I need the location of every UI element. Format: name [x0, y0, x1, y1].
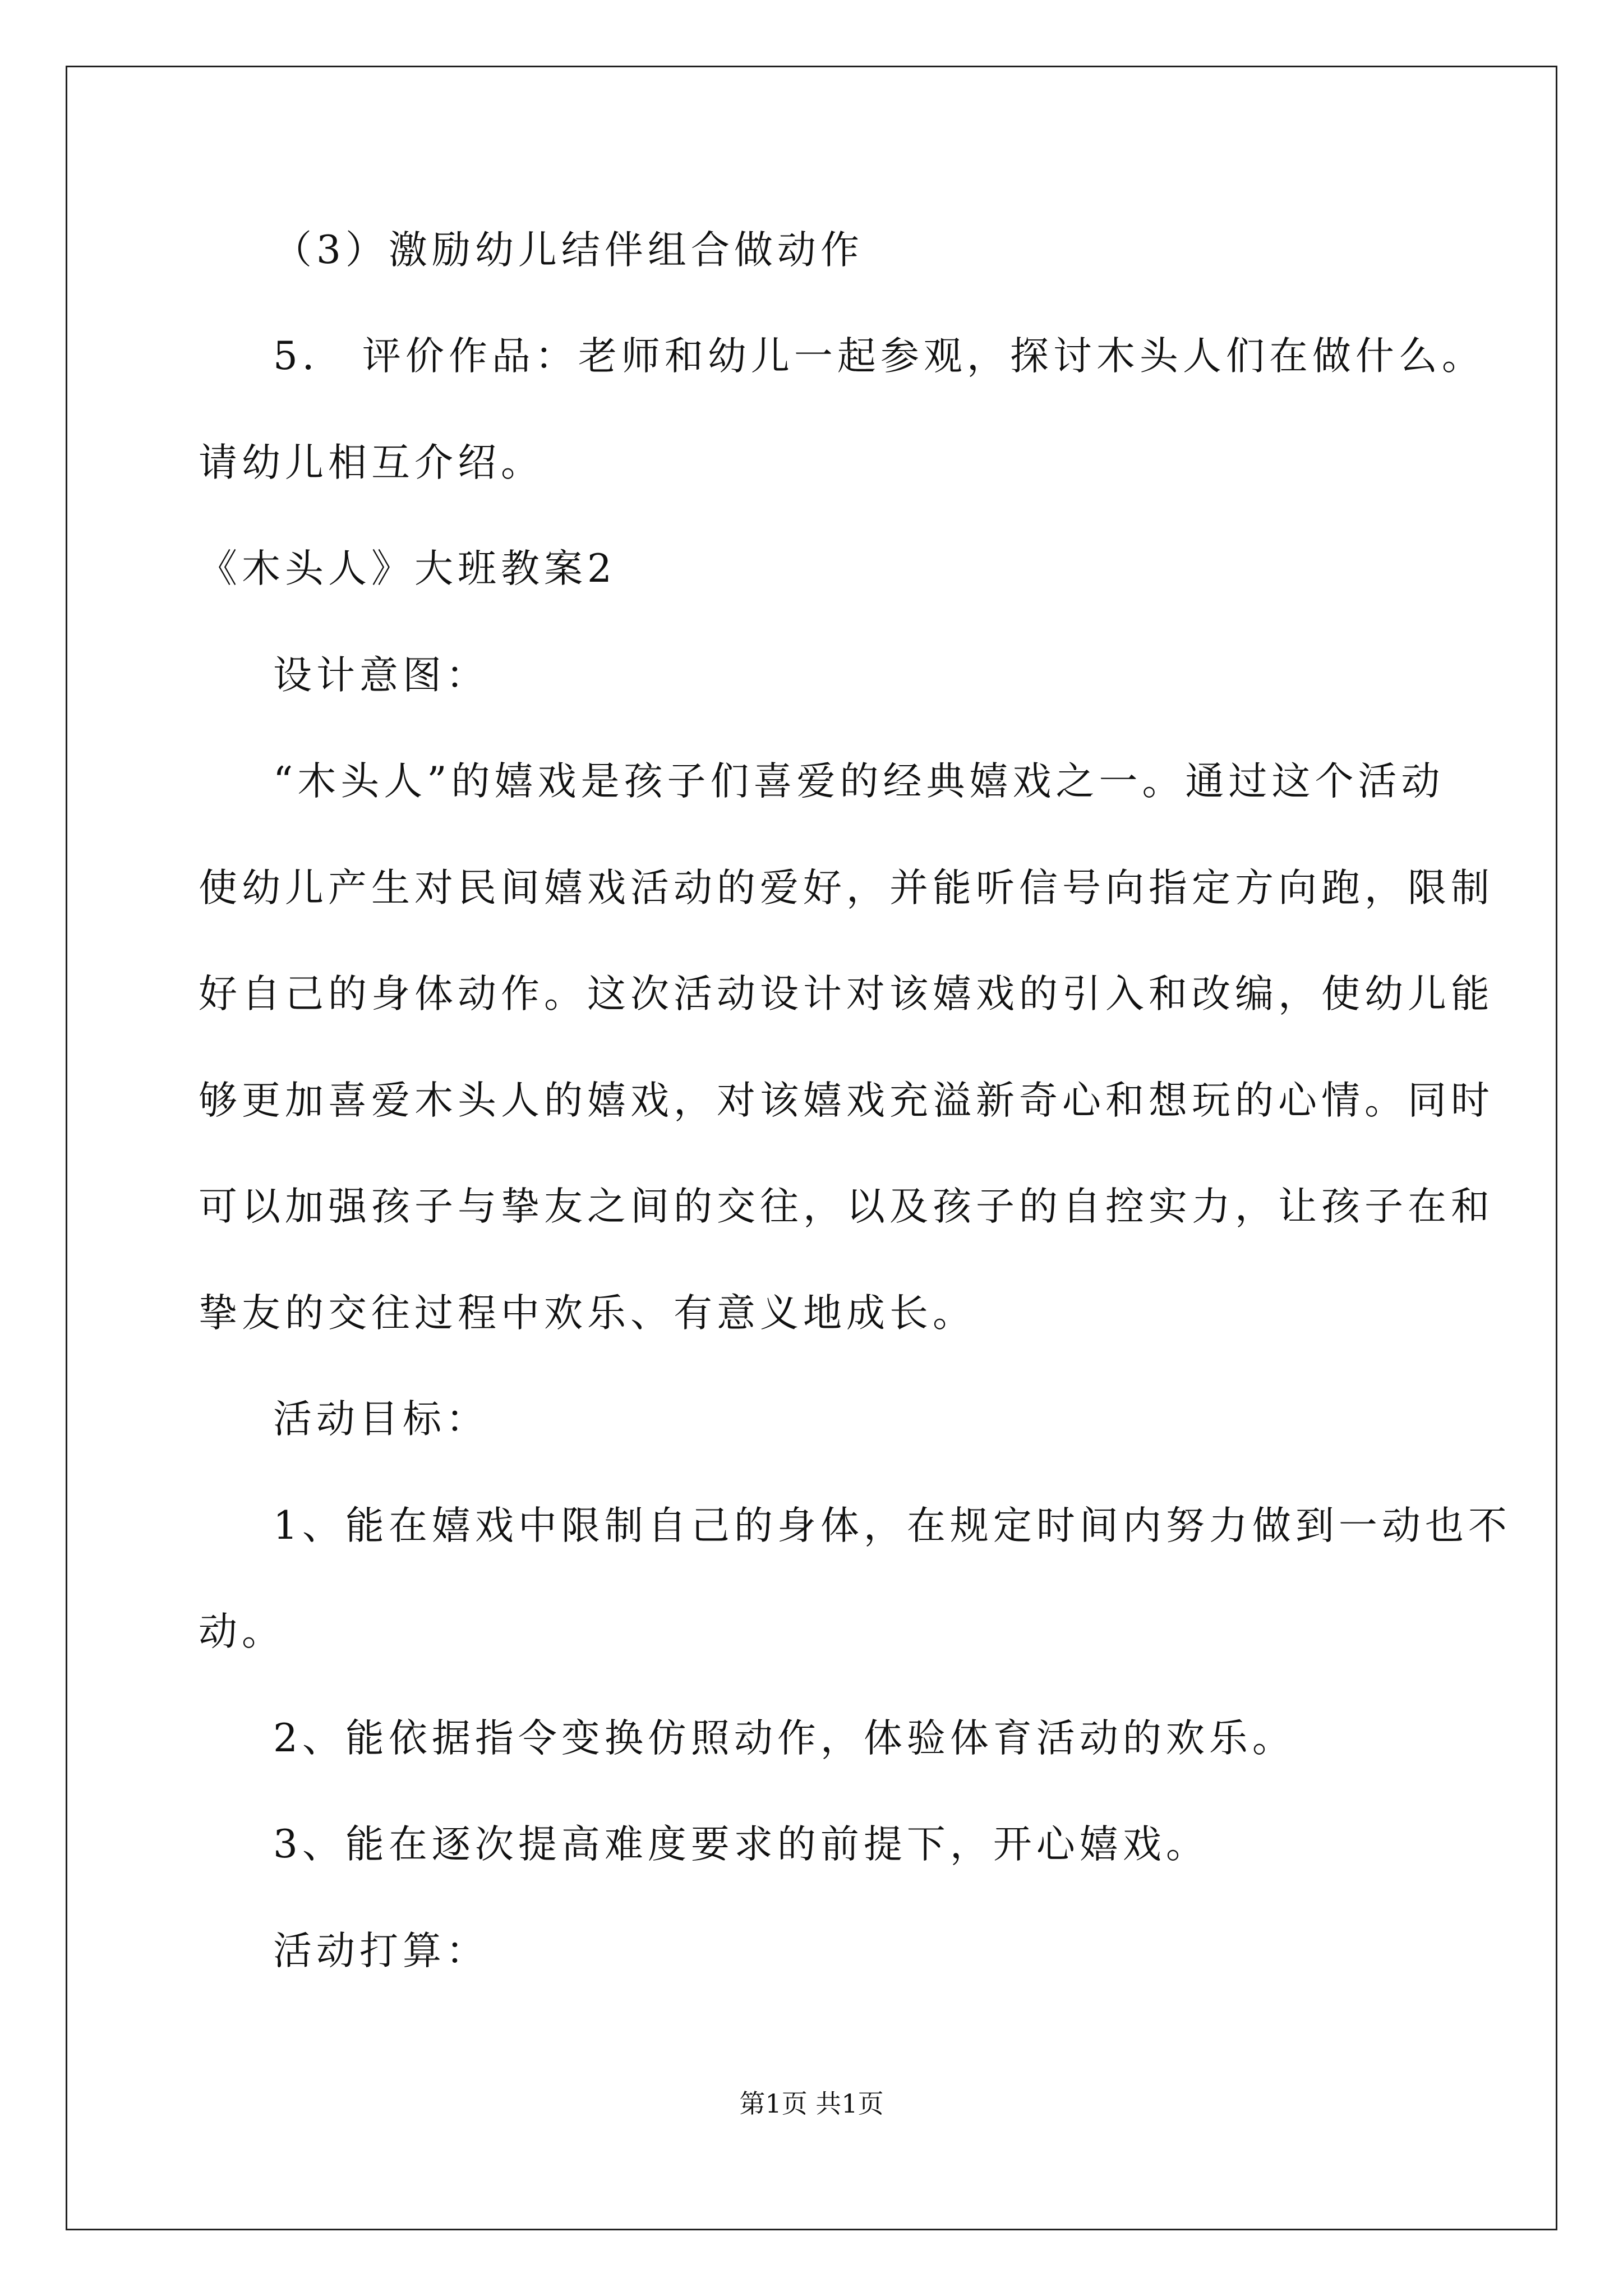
text-line: 动。 — [199, 1609, 285, 1654]
text-line: 可以加强孩子与挚友之间的交往，以及孩子的自控实力，让孩子在和 — [199, 1184, 1494, 1229]
subheading: 活动目标： — [273, 1397, 489, 1442]
list-item: 1、能在嬉戏中限制自己的身体，在规定时间内努力做到一动也不 — [273, 1503, 1511, 1548]
text-line: “木头人”的嬉戏是孩子们喜爱的经典嬉戏之一。通过这个活动 — [273, 759, 1445, 804]
section-heading: 《木头人》大班教案2 — [199, 546, 616, 591]
text-line: 5． 评价作品：老师和幼儿一起参观，探讨木头人们在做什么。 — [273, 334, 1485, 379]
text-line: 好自己的身体动作。这次活动设计对该嬉戏的引入和改编，使幼儿能 — [199, 972, 1494, 1016]
list-item: 3、能在逐次提高难度要求的前提下，开心嬉戏。 — [273, 1822, 1209, 1867]
text-line: （3）激励幼儿结伴组合做动作 — [273, 228, 864, 273]
subheading: 活动打算： — [273, 1929, 489, 1973]
page-border — [66, 66, 1557, 2230]
subheading: 设计意图： — [273, 653, 489, 698]
list-item: 2、能依据指令变换仿照动作，体验体育活动的欢乐。 — [273, 1716, 1295, 1761]
page-footer: 第1页 共1页 — [739, 2088, 884, 2119]
text-line: 挚友的交往过程中欢乐、有意义地成长。 — [199, 1291, 976, 1336]
text-line: 使幼儿产生对民间嬉戏活动的爱好，并能听信号向指定方向跑，限制 — [199, 866, 1494, 910]
text-line: 请幼儿相互介绍。 — [199, 440, 544, 485]
text-line: 够更加喜爱木头人的嬉戏，对该嬉戏充溢新奇心和想玩的心情。同时 — [199, 1078, 1494, 1123]
